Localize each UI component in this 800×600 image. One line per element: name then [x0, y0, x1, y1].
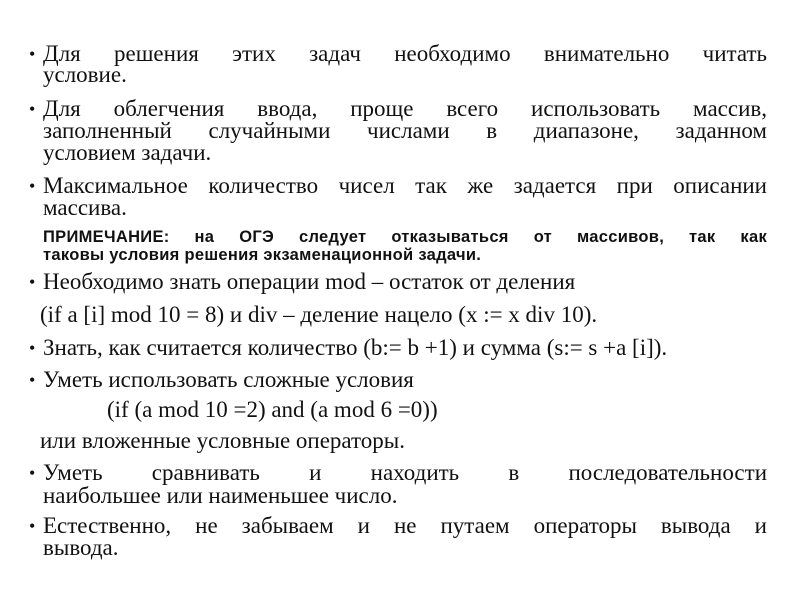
item-2-line-1: Для облегчения ввода, проще всего использовать массив, [43, 96, 767, 121]
bullet-marker: • [29, 44, 36, 64]
item-3-line-2: массива. [43, 195, 127, 220]
bullet-marker: • [29, 463, 36, 483]
bullet-marker: • [29, 370, 36, 390]
item-8-line-1: Естественно, не забываем и не путаем операторы вывода и [43, 513, 767, 538]
item-6-line-3: или вложенные условные операторы. [40, 428, 405, 453]
bullet-marker: • [29, 272, 36, 292]
bullet-marker: • [29, 99, 36, 119]
item-4-line-1: Необходимо знать операции mod – остаток от деления [43, 269, 576, 294]
item-5-line-1: Знать, как считается количество (b:= b +1) и сумма (s:= s +a [i]). [43, 335, 668, 360]
bullet-marker: • [29, 176, 36, 196]
item-7-line-2: наибольшее или наименьшее число. [43, 483, 398, 508]
item-3-line-1: Максимальное количество чисел так же задается при описании [43, 173, 767, 198]
item-6-line-1: Уметь использовать сложные условия [43, 367, 414, 392]
bullet-marker: • [29, 516, 36, 536]
item-8-line-2: вывода. [43, 535, 119, 560]
item-6-line-2: (if (a mod 10 =2) and (a mod 6 =0)) [107, 397, 438, 422]
item-1-line-1: Для решения этих задач необходимо внимательно читать [43, 41, 767, 66]
note-line-1: ПРИМЕЧАНИЕ: на ОГЭ следует отказываться от массивов, так как [43, 228, 767, 246]
bullet-marker: • [29, 338, 36, 358]
item-4-line-2: (if a [i] mod 10 = 8) и div – деление нацело (x := x div 10). [40, 302, 598, 327]
item-7-line-1: Уметь сравнивать и находить в последовательности [43, 460, 767, 485]
item-1-line-2: условие. [43, 62, 127, 87]
item-2-line-3: условием задачи. [43, 140, 212, 165]
note-line-2: таковы условия решения экзаменационной задачи. [43, 246, 482, 264]
item-2-line-2: заполненный случайными числами в диапазоне, заданном [43, 118, 767, 143]
